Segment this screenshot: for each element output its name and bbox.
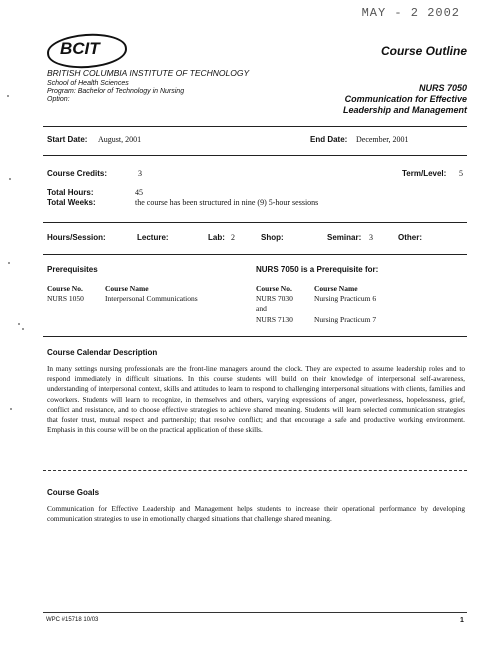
calendar-description-text: In many settings nursing professionals are the front-line managers around the clock. They are expected to assume leadership roles and to respond immediately in difficult situations. In this course students will build on their knowledge of interpersonal self-awareness, understanding of interpersonal context, skills and attitudes to learn to respond to challenging interpersonal situations with clients, families and coworkers. Students will learn to recognize, in themselves and others, varying expressions of anger, powerlessness, hopelessness, grief, conflict and resistance, and to choose effective strategies to achieve shared meaning. Students will learn selected communication strategies that foster trust, mutual respect and partnership; that resolve conflict; and that encourage a safe and productive working environment. Emphasis in this course will be on the practical application of these skills. [47,364,465,435]
prereq-for-row-no: NURS 7130 [256,315,293,324]
scan-speck [10,408,12,410]
page-number: 1 [460,617,464,624]
divider [43,126,467,127]
start-date-value: August, 2001 [98,135,142,144]
total-weeks-label: Total Weeks: [47,198,96,207]
option-label: Option: [47,96,70,103]
lecture-label: Lecture: [137,233,169,242]
shop-label: Shop: [261,233,284,242]
total-weeks-value: the course has been structured in nine (9) 5-hour sessions [135,198,319,207]
prereq-row-no: NURS 1050 [47,294,84,303]
footer-doc-id: WPC #15718 10/03 [46,617,99,623]
seminar-label: Seminar: [327,233,362,242]
end-date-label: End Date: [310,135,348,144]
calendar-description-heading: Course Calendar Description [47,348,158,357]
prereq-for-col-name: Course Name [314,284,358,293]
divider [43,222,467,223]
course-title-line-2: Leadership and Management [342,105,467,115]
school-name: School of Health Sciences [47,80,129,87]
institute-name: BRITISH COLUMBIA INSTITUTE OF TECHNOLOGY [47,68,250,78]
scan-speck [8,262,10,264]
prereq-for-row-name: Nursing Practicum 6 [314,294,377,303]
prereq-for-col-no: Course No. [256,284,292,293]
other-label: Other: [398,233,422,242]
received-stamp: MAY - 2 2002 [361,6,460,20]
divider [43,254,467,255]
document-title: Course Outline [380,44,467,58]
prereq-row-name: Interpersonal Communications [105,294,198,303]
course-title-line-1: Communication for Effective [344,94,467,104]
total-hours-value: 45 [135,188,143,197]
prereq-for-row-no: and [256,304,267,313]
prerequisite-for-heading: NURS 7050 is a Prerequisite for: [256,265,379,274]
scan-speck [22,328,24,330]
total-hours-label: Total Hours: [47,188,94,197]
lab-value: 2 [231,233,235,242]
course-heading [343,83,467,116]
program-name: Program: Bachelor of Technology in Nursing [47,88,185,95]
scan-speck [7,95,9,97]
course-goals-text: Communication for Effective Leadership and Management helps students to increase their operational performance by developing communication strategies to use in emotionally charged situations that challenge shared meaning. [47,504,465,524]
hours-session-label: Hours/Session: [47,233,106,242]
course-goals-heading: Course Goals [47,488,100,497]
scan-speck [18,323,20,325]
logo-text: BCIT [60,39,100,58]
prerequisites-heading: Prerequisites [47,265,98,274]
divider [43,470,467,471]
seminar-value: 3 [369,233,373,242]
term-level-value: 5 [459,169,463,178]
prereq-col-no: Course No. [47,284,83,293]
prereq-col-name: Course Name [105,284,149,293]
divider [43,336,467,337]
credits-value: 3 [138,169,142,178]
term-level-label: Term/Level: [402,169,447,178]
lab-label: Lab: [208,233,225,242]
end-date-value: December, 2001 [356,135,409,144]
prereq-for-row-no: NURS 7030 [256,294,293,303]
scan-speck [9,178,11,180]
start-date-label: Start Date: [47,135,88,144]
divider [43,155,467,156]
course-code: NURS 7050 [418,83,467,93]
credits-label: Course Credits: [47,169,108,178]
prereq-for-row-name: Nursing Practicum 7 [314,315,377,324]
footer-divider [43,612,467,613]
